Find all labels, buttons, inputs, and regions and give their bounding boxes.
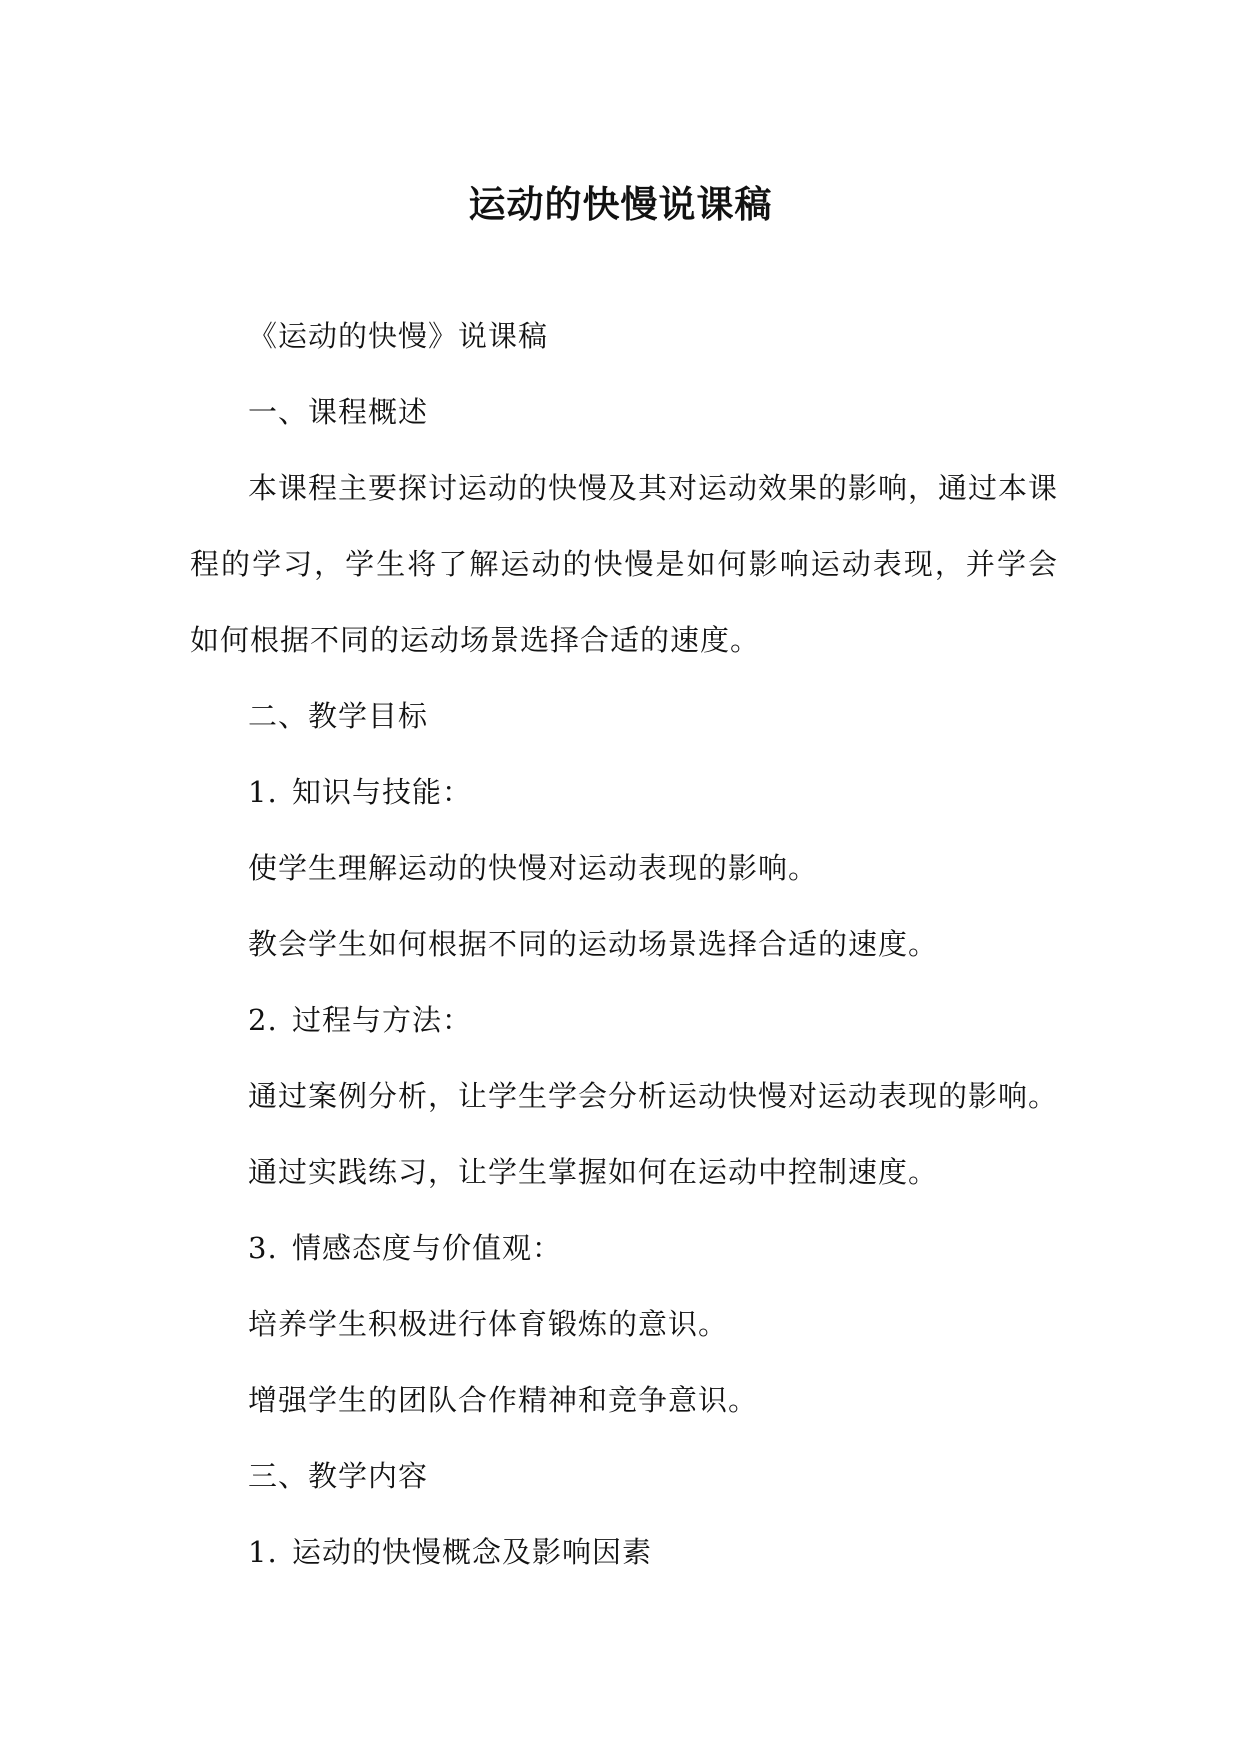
list-item-process-methods: 2. 过程与方法： [248,1003,473,1037]
paragraph-objective: 使学生理解运动的快慢对运动表现的影响。 [248,851,819,885]
document-title: 运动的快慢说课稿 [468,183,773,226]
paragraph-objective: 教会学生如何根据不同的运动场景选择合适的速度。 [248,927,939,961]
paragraph-objective: 通过案例分析，让学生学会分析运动快慢对运动表现的影响。 [248,1079,1059,1113]
section-heading-overview: 一、课程概述 [248,395,429,429]
paragraph-objective: 通过实践练习，让学生掌握如何在运动中控制速度。 [248,1155,939,1189]
paragraph-overview: 本课程主要探讨运动的快慢及其对运动效果的影响，通过本课程的学习，学生将了解运动的快慢是如何影响运动表现，并学会如何根据不同的运动场景选择合适的速度。 [190,471,1059,657]
list-item-attitudes-values: 3. 情感态度与价值观： [248,1231,563,1265]
section-heading-content: 三、教学内容 [248,1459,429,1493]
section-heading-objectives: 二、教学目标 [248,699,429,733]
document-body [190,298,1058,1590]
list-item-speed-concept: 1. 运动的快慢概念及影响因素 [248,1535,653,1569]
paragraph-objective: 培养学生积极进行体育锻炼的意识。 [248,1307,729,1341]
paragraph-subtitle: 《运动的快慢》说课稿 [248,319,549,353]
paragraph-objective: 增强学生的团队合作精神和竞争意识。 [248,1383,759,1417]
list-item-knowledge-skills: 1. 知识与技能： [248,775,473,809]
